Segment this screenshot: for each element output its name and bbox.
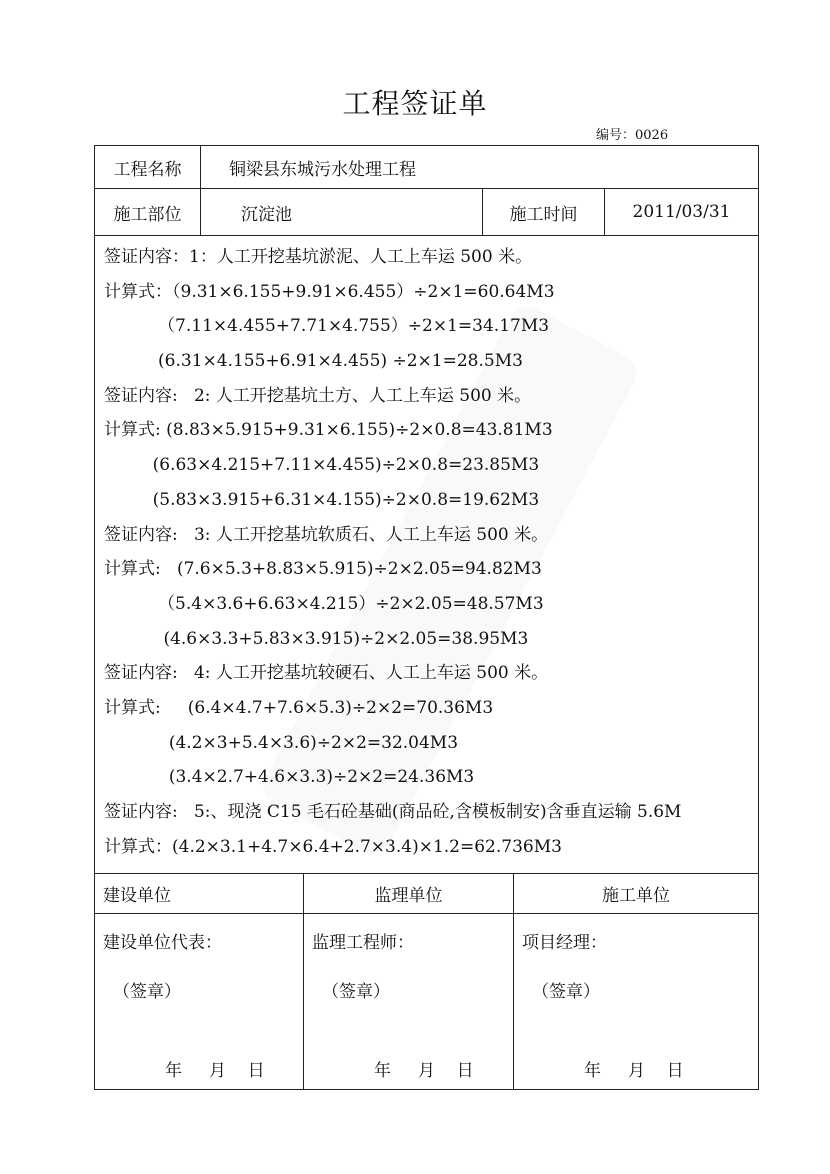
- date-label: 年 月 日: [374, 1061, 474, 1081]
- formula-line: (4.2×3+5.4×3.6)÷2×2=32.04M3: [104, 732, 459, 753]
- formula-line: 计算式: (7.6×5.3+8.83×5.915)÷2×2.05=94.82M3: [104, 559, 542, 580]
- date-label: 年 月 日: [584, 1061, 684, 1081]
- stamp-label: （签章）: [113, 982, 181, 1002]
- content-line: 签证内容: 2: 人工开挖基坑土方、人工上车运 500 米。: [104, 385, 532, 406]
- content-line: 签证内容: 3: 人工开挖基坑软质石、人工上车运 500 米。: [104, 524, 549, 545]
- owner-unit-header: 建设单位: [94, 873, 304, 914]
- project-label: 工程名称: [94, 145, 201, 189]
- supervisor-rep-label: 监理工程师：: [312, 933, 414, 953]
- supervisor-signature: [303, 913, 514, 1090]
- formula-line: (5.83×3.915+6.31×4.155)÷2×0.8=19.62M3: [104, 489, 540, 510]
- owner-rep-label: 建设单位代表：: [103, 933, 222, 953]
- document-number: 编号：0026: [596, 128, 669, 143]
- time-value: 2011/03/31: [604, 188, 759, 236]
- location-value: 沉淀池: [200, 188, 483, 236]
- stamp-label: （签章）: [532, 982, 600, 1002]
- visa-content: [94, 235, 759, 874]
- stamp-label: （签章）: [322, 982, 390, 1002]
- formula-line: （7.11×4.455+7.71×4.755）÷2×1=34.17M3: [104, 316, 550, 337]
- location-label: 施工部位: [94, 188, 201, 236]
- content-line: 签证内容：1：人工开挖基坑淤泥、人工上车运 500 米。: [104, 247, 533, 267]
- project-value: 铜梁县东城污水处理工程: [200, 145, 759, 189]
- page-title: 工程签证单: [342, 87, 488, 120]
- supervisor-unit-header: 监理单位: [303, 873, 514, 914]
- contractor-unit-header: 施工单位: [513, 873, 759, 914]
- date-label: 年 月 日: [165, 1061, 265, 1081]
- formula-line: （5.4×3.6+6.63×4.215）÷2×2.05=48.57M3: [104, 593, 544, 614]
- time-label: 施工时间: [482, 188, 605, 236]
- contractor-signature: [513, 913, 759, 1090]
- formula-line: (6.31×4.155+6.91×4.455) ÷2×1=28.5M3: [104, 351, 523, 372]
- content-line: 签证内容: 4: 人工开挖基坑较硬石、人工上车运 500 米。: [104, 663, 549, 684]
- formula-line: (3.4×2.7+4.6×3.3)÷2×2=24.36M3: [104, 767, 475, 788]
- formula-line: (6.63×4.215+7.11×4.455)÷2×0.8=23.85M3: [104, 455, 540, 476]
- content-line: 签证内容: 5:、现浇 C15 毛石砼基础(商品砼,含模板制安)含垂直运输 5.6M: [104, 802, 682, 822]
- formula-line: (4.6×3.3+5.83×3.915)÷2×2.05=38.95M3: [104, 628, 529, 649]
- formula-line: 计算式：（9.31×6.155+9.91×6.455）÷2×1=60.64M3: [104, 281, 555, 302]
- formula-line: 计算式: (8.83×5.915+9.31×6.155)÷2×0.8=43.81M3: [104, 420, 553, 441]
- formula-line: 计算式：(4.2×3.1+4.7×6.4+2.7×3.4)×1.2=62.736M3: [104, 836, 562, 857]
- formula-line: 计算式: (6.4×4.7+7.6×5.3)÷2×2=70.36M3: [104, 697, 494, 718]
- contractor-rep-label: 项目经理：: [522, 933, 607, 953]
- owner-signature: [94, 913, 304, 1090]
